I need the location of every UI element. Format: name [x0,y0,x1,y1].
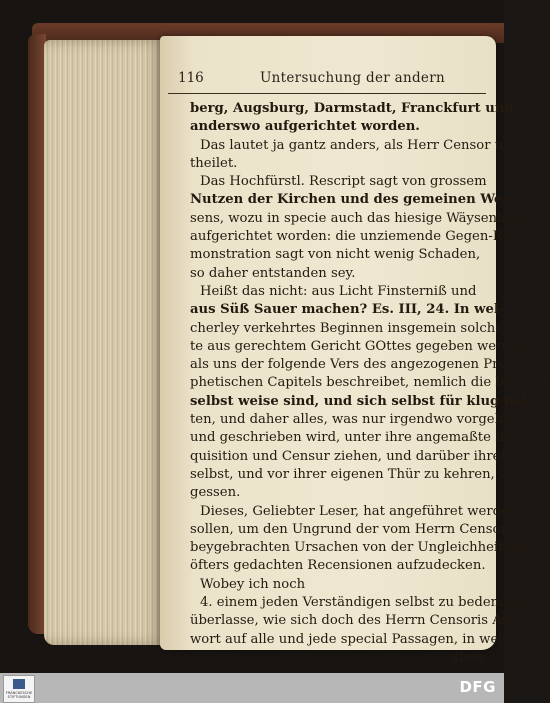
text-line: berg, Augsburg, Darmstadt, Franckfurt und [190,101,514,116]
text-line: anderswo aufgerichtet worden. [190,119,420,135]
catchword: chen [451,649,484,665]
text-line: gessen. [190,485,241,501]
page-number: 116 [178,70,204,86]
text-line: ten, und daher alles, was nur irgendwo vorgehet [190,412,517,428]
text-line: aufgerichtet worden: die unziemende Gegen-Re- [190,229,515,245]
text-line: Das lautet ja gantz anders, als Herr Censor ur- [200,137,514,153]
text-line: und geschrieben wird, unter ihre angemaßte In- [190,430,514,446]
text-line: theilet. [190,155,238,171]
text-line: aus Süß Sauer machen? Es. III, 24. In wel- [190,302,505,318]
institution-emblem-icon [13,679,25,689]
header-rule [168,93,486,94]
text-line: überlasse, wie sich doch des Herrn Censoris Ant- [190,613,521,629]
text-line: quisition und Censur ziehen, und darüber ihrer [190,448,507,464]
logo-caption: FRANCKESCHE STIFTUNGEN [5,691,33,699]
text-line: öfters gedachten Recensionen aufzudecken. [190,558,486,574]
text-line: Dieses, Geliebter Leser, hat angeführet werden [200,503,518,519]
text-line: Nutzen der Kirchen und des gemeinen We- [190,192,508,208]
text-line: so daher entstanden sey. [190,265,356,281]
viewer-footer [0,673,504,703]
text-line: selbst, und vor ihrer eigenen Thür zu kehren, ver- [190,466,525,482]
text-line: phetischen Capitels beschreibet, nemlich die bey sich [190,375,550,391]
page-edges [44,40,164,645]
text-line: Wobey ich noch [200,576,306,592]
text-line: beygebrachten Ursachen von der Ungleichheit der [190,540,531,556]
text-line: wort auf alle und jede special Passagen, in wel- [190,631,507,647]
text-line: sollen, um den Ungrund der vom Herrn Censore [190,521,515,537]
text-line: Das Hochfürstl. Rescript sagt von grossem [200,174,487,190]
dfg-logo[interactable]: DFG [459,678,496,696]
text-line: monstration sagt von nicht wenig Schaden, [190,247,481,263]
text-line: Heißt das nicht: aus Licht Finsterniß und [200,283,477,299]
text-line: te aus gerechtem Gericht GOttes gegeben werden, [190,338,532,354]
page-header [168,70,486,90]
running-head: Untersuchung der andern [260,70,445,86]
franckesche-stiftungen-logo[interactable] [3,675,35,703]
text-line: als uns der folgende Vers des angezogenen Pro- [190,357,511,373]
page-body-text [190,100,550,667]
text-line: cherley verkehrtes Beginnen insgemein solche Leu- [190,320,537,336]
text-line: 4. einem jeden Verständigen selbst zu bedencken [200,595,531,611]
text-line: selbst weise sind, und sich selbst für klug hal- [190,393,533,409]
text-line: sens, wozu in specie auch das hiesige Wäysenhaus [190,210,529,226]
